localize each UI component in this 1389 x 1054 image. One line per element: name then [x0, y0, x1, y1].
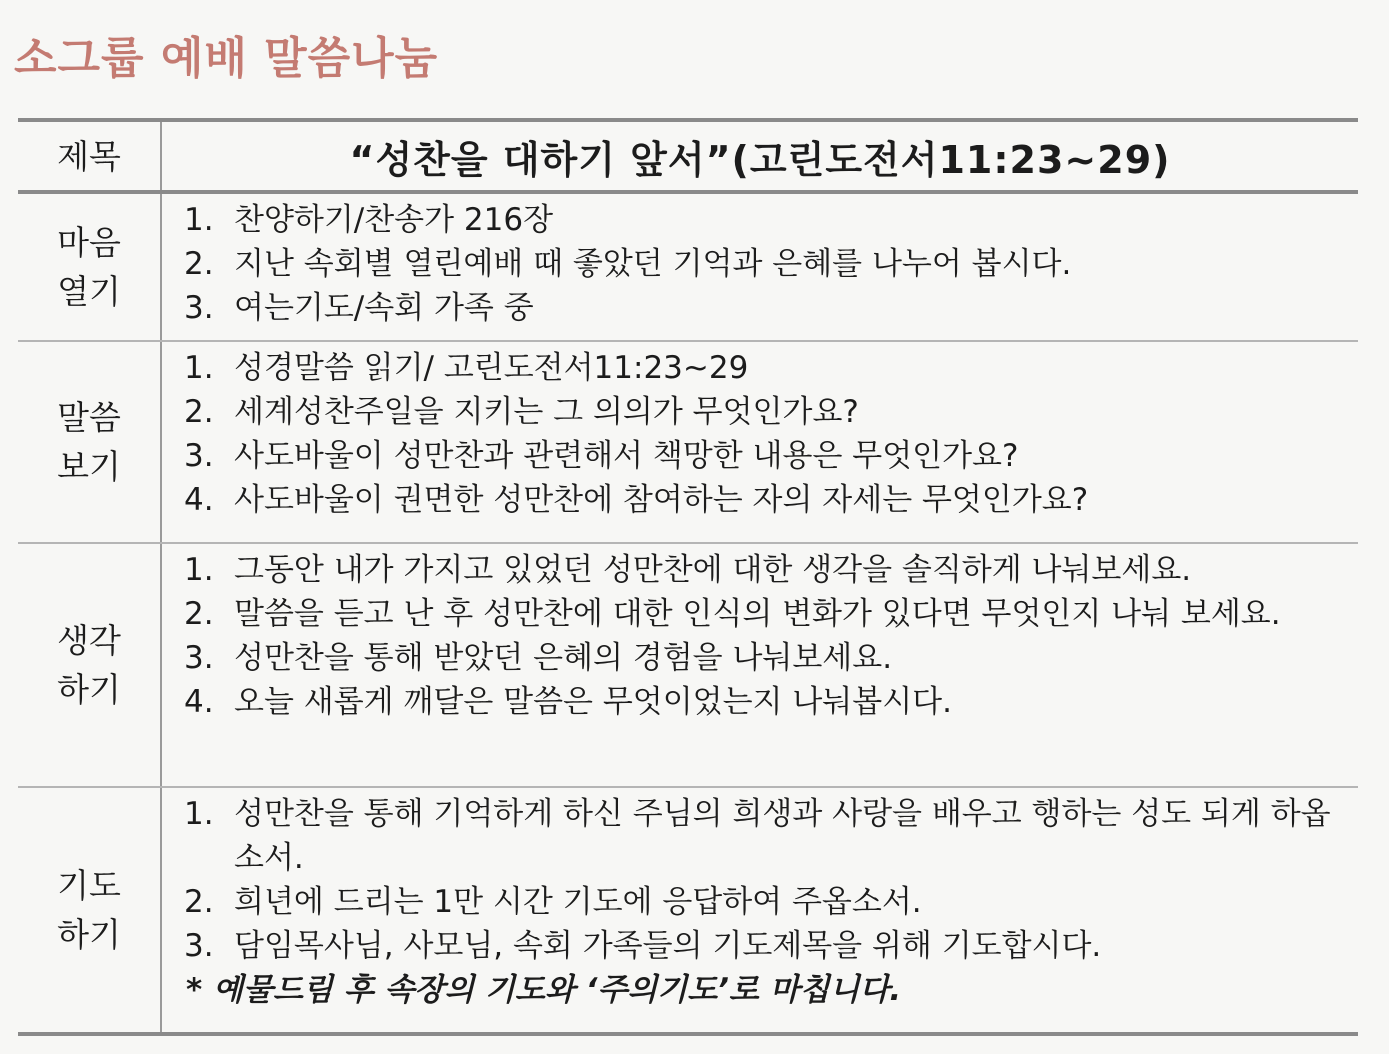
worship-sharing-table: [18, 118, 1358, 1036]
section-opening-hearts: [18, 194, 1358, 342]
section-content: [162, 544, 1358, 786]
list-item: [184, 286, 1342, 330]
item-number: 1.: [184, 552, 214, 588]
list-item: [184, 592, 1342, 636]
item-text: 사도바울이 성만찬과 관련해서 책망한 내용은 무엇인가요?: [234, 438, 1019, 474]
list-item: [184, 346, 1342, 390]
title-row: [18, 122, 1358, 194]
title-row-label: 제목: [18, 122, 162, 190]
section-label: [18, 342, 162, 542]
section-prayer: [18, 788, 1358, 1032]
item-number: 3.: [184, 438, 214, 474]
section-label-line: 말씀: [57, 398, 121, 437]
item-text: 희년에 드리는 1만 시간 기도에 응답하여 주옵소서.: [234, 884, 922, 920]
item-number: 1.: [184, 796, 214, 832]
list-item: [184, 924, 1342, 968]
list-item: [184, 434, 1342, 478]
section-content: [162, 194, 1358, 340]
list-item: [184, 680, 1342, 724]
item-text: 사도바울이 권면한 성만찬에 참여하는 자의 자세는 무엇인가요?: [234, 482, 1089, 518]
list-item: [184, 198, 1342, 242]
item-number: 3.: [184, 290, 214, 326]
item-number: 1.: [184, 202, 214, 238]
item-text: 여는기도/속회 가족 중: [234, 290, 534, 326]
item-number: 2.: [184, 884, 214, 920]
list-item: [184, 880, 1342, 924]
item-text: 오늘 새롭게 깨달은 말씀은 무엇이었는지 나눠봅시다.: [234, 684, 952, 720]
item-text: 말씀을 듣고 난 후 성만찬에 대한 인식의 변화가 있다면 무엇인지 나눠 보세요.: [234, 596, 1281, 632]
section-label-line: 보기: [57, 447, 121, 486]
item-text: 성만찬을 통해 기억하게 하신 주님의 희생과 사랑을 배우고 행하는 성도 되게 하옵소서.: [234, 796, 1331, 876]
section-label-line: 하기: [57, 915, 121, 954]
section-content: [162, 342, 1358, 542]
list-item: [184, 478, 1342, 522]
section-content: [162, 788, 1358, 1032]
section-reflection: [18, 544, 1358, 788]
sermon-title: “성찬을 대하기 앞서”(고린도전서11:23~29): [349, 137, 1171, 182]
item-text: 성만찬을 통해 받았던 은혜의 경험을 나눠보세요.: [234, 640, 893, 676]
section-label: [18, 544, 162, 786]
page-title: 소그룹 예배 말씀나눔: [14, 33, 439, 84]
list-item: [184, 390, 1342, 434]
section-label-line: 기도: [57, 866, 121, 905]
item-number: 4.: [184, 684, 214, 720]
section-label-line: 마음: [57, 223, 121, 262]
list-item: [184, 792, 1342, 880]
section-label-line: 생각: [57, 621, 121, 660]
section-label-line: 하기: [57, 670, 121, 709]
section-label-line: 열기: [57, 272, 121, 311]
closing-note: * 예물드림 후 속장의 기도와 ‘주의기도’로 마칩니다.: [186, 972, 902, 1008]
list-item: [184, 548, 1342, 592]
section-reading-word: [18, 342, 1358, 544]
section-label: [18, 194, 162, 340]
item-text: 찬양하기/찬송가 216장: [234, 202, 554, 238]
list-item: [184, 242, 1342, 286]
item-text: 그동안 내가 가지고 있었던 성만찬에 대한 생각을 솔직하게 나눠보세요.: [234, 552, 1192, 588]
item-number: 4.: [184, 482, 214, 518]
list-item: [184, 636, 1342, 680]
item-number: 2.: [184, 394, 214, 430]
item-number: 3.: [184, 928, 214, 964]
item-number: 2.: [184, 596, 214, 632]
item-text: 세계성찬주일을 지키는 그 의의가 무엇인가요?: [234, 394, 859, 430]
item-number: 2.: [184, 246, 214, 282]
section-label: [18, 788, 162, 1032]
item-text: 지난 속회별 열린예배 때 좋았던 기억과 은혜를 나누어 봅시다.: [234, 246, 1072, 282]
item-number: 1.: [184, 350, 214, 386]
item-number: 3.: [184, 640, 214, 676]
item-text: 성경말씀 읽기/ 고린도전서11:23~29: [234, 350, 749, 386]
item-text: 담임목사님, 사모님, 속회 가족들의 기도제목을 위해 기도합시다.: [234, 928, 1102, 964]
